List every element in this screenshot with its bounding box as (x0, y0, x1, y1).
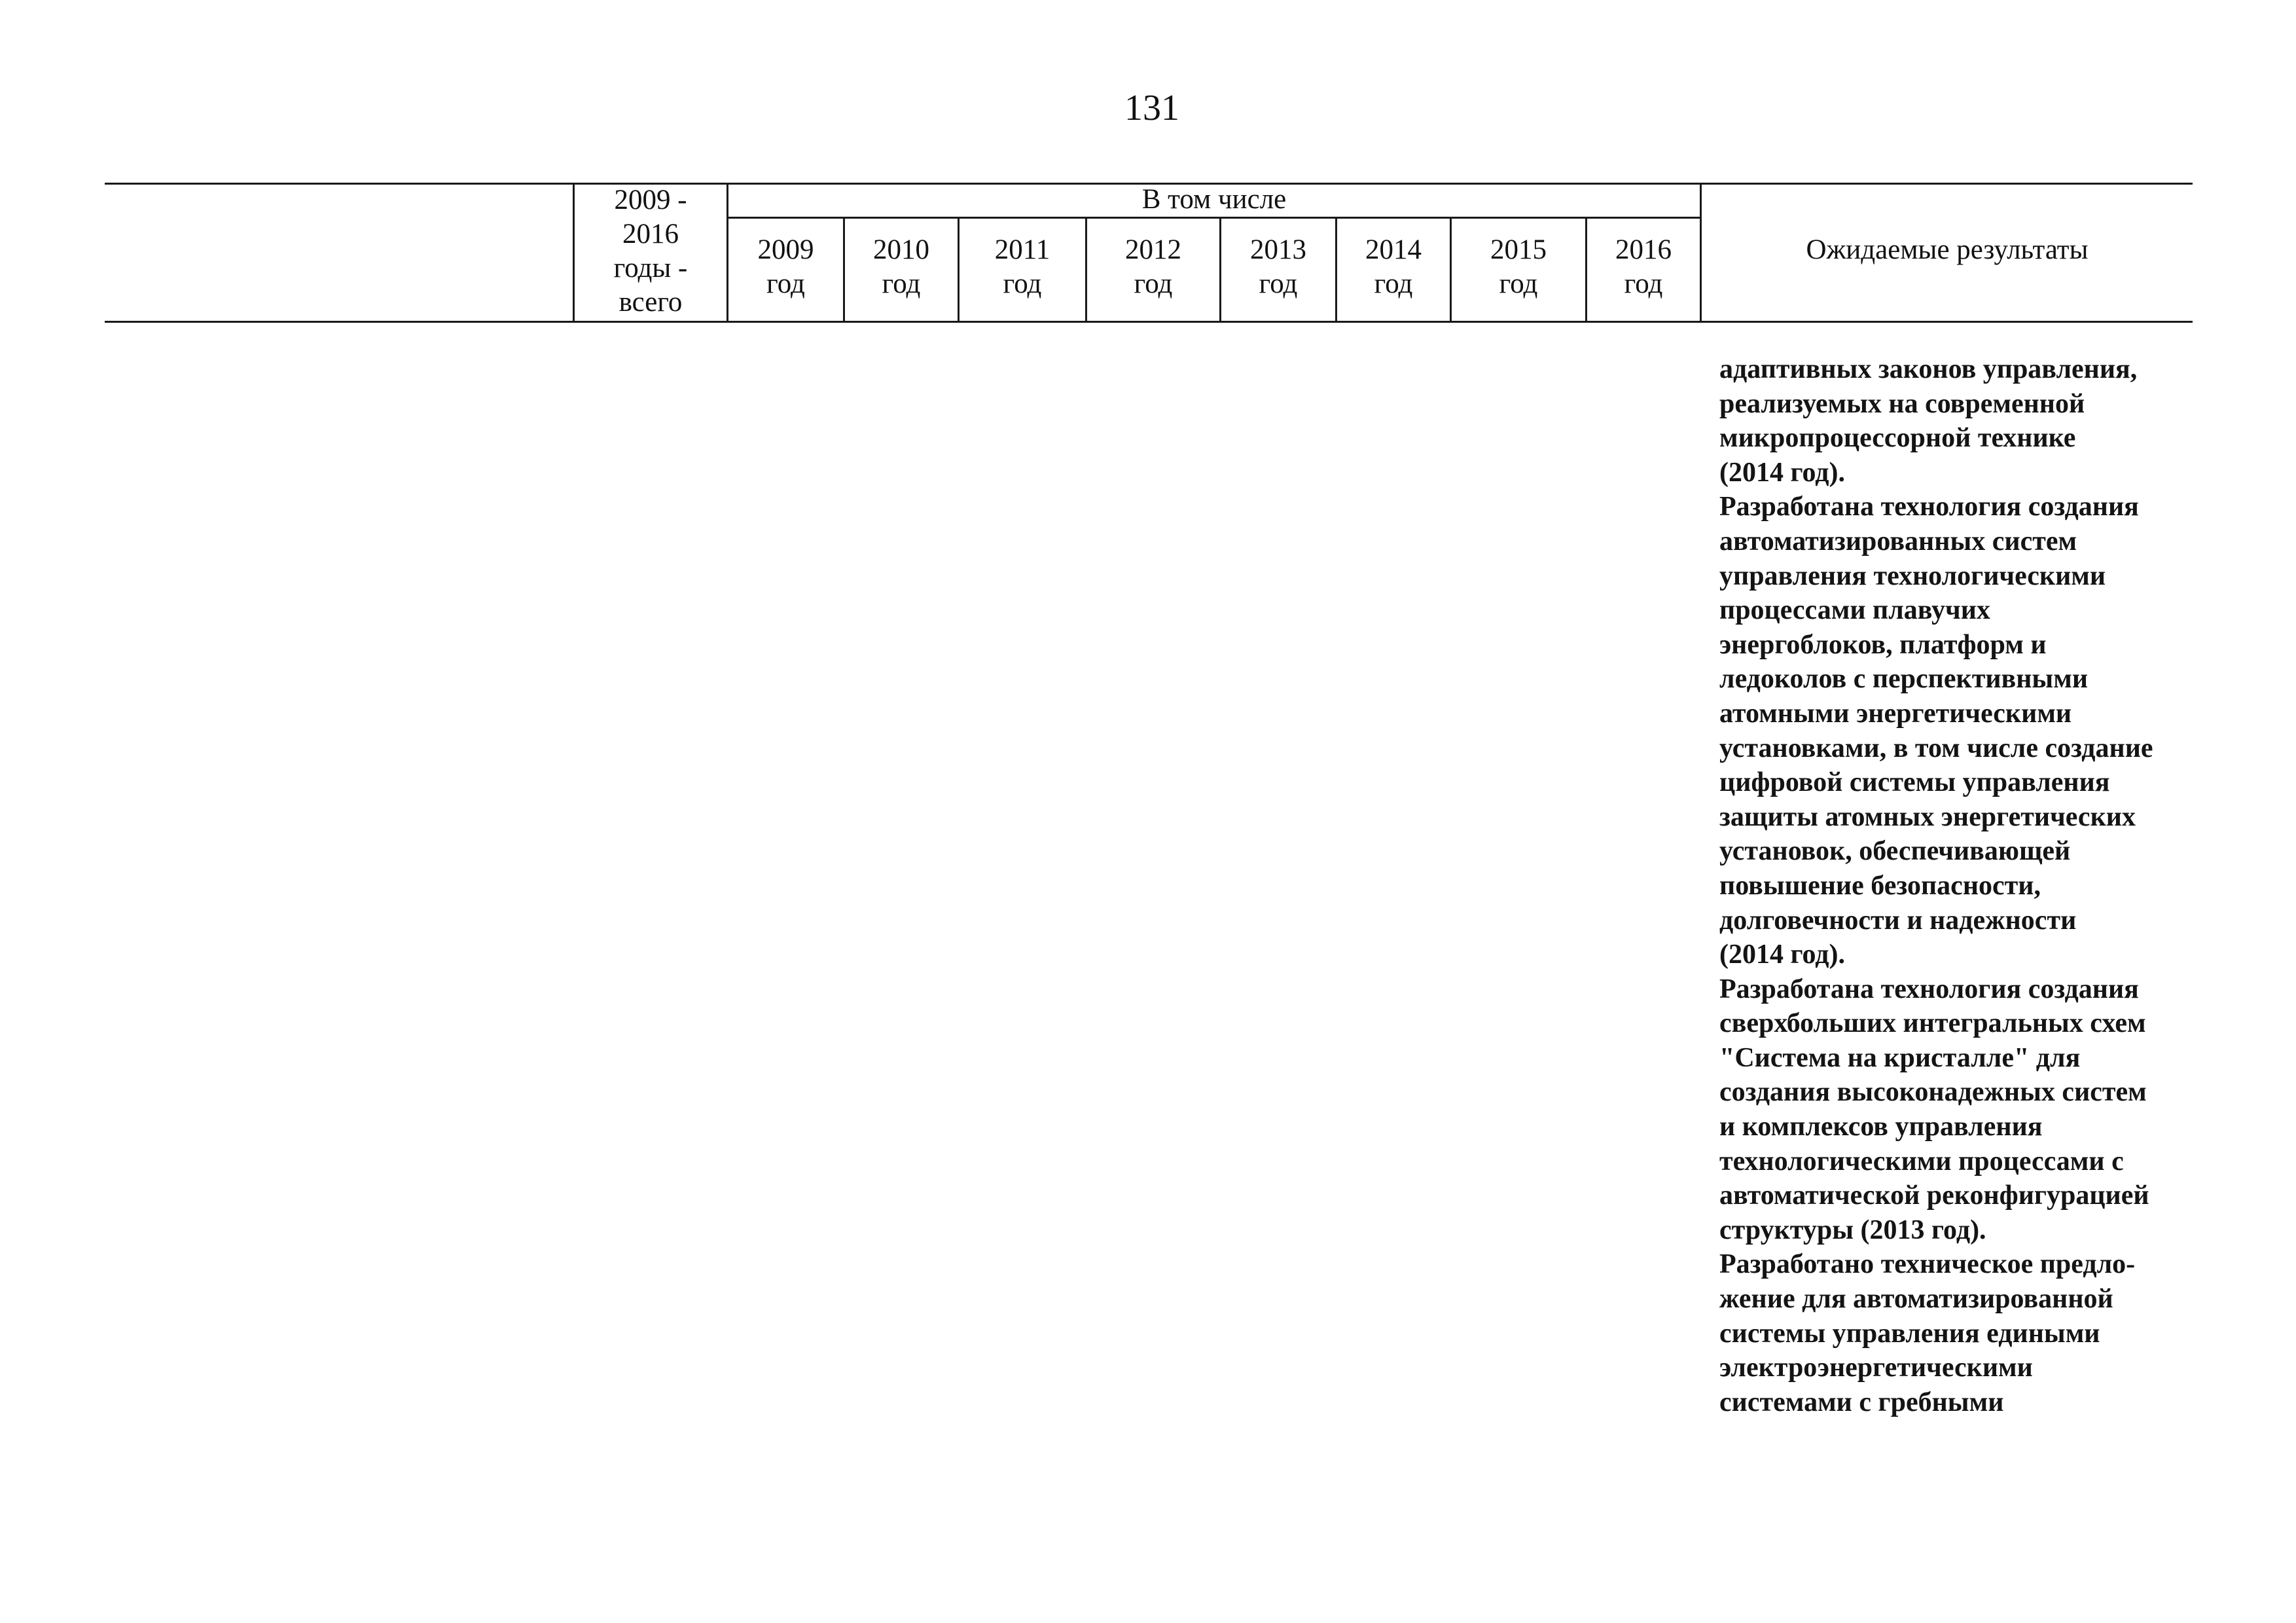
year-column-2012 (1087, 233, 1219, 301)
results-line: процессами плавучих (1719, 595, 1990, 626)
results-line: технологическими процессами с (1719, 1146, 2124, 1176)
results-line: (2014 год). (1719, 457, 1846, 488)
results-line: автоматизированных систем (1719, 526, 2077, 556)
total-column-line: всего (619, 287, 683, 318)
year-label: 2011 (994, 234, 1050, 265)
year-column-2014 (1337, 233, 1450, 301)
results-line: Разработана технология создания (1719, 974, 2139, 1004)
results-line: реализуемых на современной (1719, 388, 2085, 419)
results-line: защиты атомных энергетических (1719, 801, 2136, 832)
group-label: В том числе (1141, 184, 1287, 215)
results-line: адаптивных законов управления, (1719, 354, 2138, 384)
results-line: структуры (2013 год). (1719, 1214, 1986, 1245)
header-bottom-border (105, 321, 2193, 323)
year-column-2015 (1452, 233, 1585, 301)
results-line: долговечности и надежности (1719, 905, 2077, 936)
results-line: атомными энергетическими (1719, 698, 2072, 729)
year-unit: год (1624, 268, 1663, 299)
results-line: автоматической реконфигурацией (1719, 1180, 2149, 1211)
year-label: 2016 (1615, 234, 1672, 265)
page-number: 131 (1124, 88, 1179, 128)
expected-results-text (1719, 352, 2197, 1419)
year-unit: год (1259, 268, 1298, 299)
year-label: 2014 (1365, 234, 1422, 265)
total-column-line: 2016 (622, 219, 679, 249)
results-line: установками, в том числе создание (1719, 733, 2153, 763)
results-line: управления технологическими (1719, 560, 2106, 591)
results-line: установок, обеспечивающей (1719, 836, 2071, 867)
year-unit: год (1374, 268, 1413, 299)
results-line: Разработана технология создания (1719, 492, 2139, 522)
year-label: 2010 (873, 234, 929, 265)
results-line: жение для автоматизированной (1719, 1284, 2113, 1315)
results-line: повышение безопасности, (1719, 870, 2041, 901)
results-line: сверхбольших интегральных схем (1719, 1008, 2146, 1039)
results-line: энергоблоков, платформ и (1719, 629, 2047, 660)
results-line: цифровой системы управления (1719, 767, 2110, 798)
results-line: (2014 год). (1719, 939, 1846, 970)
year-unit: год (1003, 268, 1042, 299)
results-line: системы управления едиными (1719, 1318, 2100, 1349)
results-line: Разработано техническое предло- (1719, 1249, 2136, 1280)
year-unit: год (882, 268, 921, 299)
total-column-line: годы - (613, 253, 688, 283)
results-line: и комплексов управления (1719, 1112, 2043, 1142)
results-column-header: Ожидаемые результаты (1806, 234, 2089, 265)
year-column-2013 (1221, 233, 1335, 301)
year-unit: год (1499, 268, 1538, 299)
year-column-2010 (845, 233, 958, 301)
total-column-header (575, 183, 726, 319)
results-line: ледоколов с перспективными (1719, 664, 2089, 695)
group-label-divider (728, 217, 1700, 219)
year-label: 2009 (757, 234, 814, 265)
results-line: системами с гребными (1719, 1387, 2004, 1417)
results-line: микропроцессорной технике (1719, 423, 2076, 454)
results-line: "Система на кристалле" для (1719, 1042, 2081, 1073)
year-label: 2013 (1250, 234, 1306, 265)
year-label: 2015 (1490, 234, 1547, 265)
total-column-line: 2009 - (614, 185, 687, 215)
year-unit: год (1134, 268, 1173, 299)
results-line: электроэнергетическими (1719, 1353, 2033, 1383)
year-column-2011 (960, 233, 1085, 301)
year-label: 2012 (1125, 234, 1181, 265)
year-column-2009 (728, 233, 843, 301)
year-unit: год (766, 268, 805, 299)
results-line: создания высоконадежных систем (1719, 1077, 2147, 1108)
year-column-2016 (1587, 233, 1700, 301)
